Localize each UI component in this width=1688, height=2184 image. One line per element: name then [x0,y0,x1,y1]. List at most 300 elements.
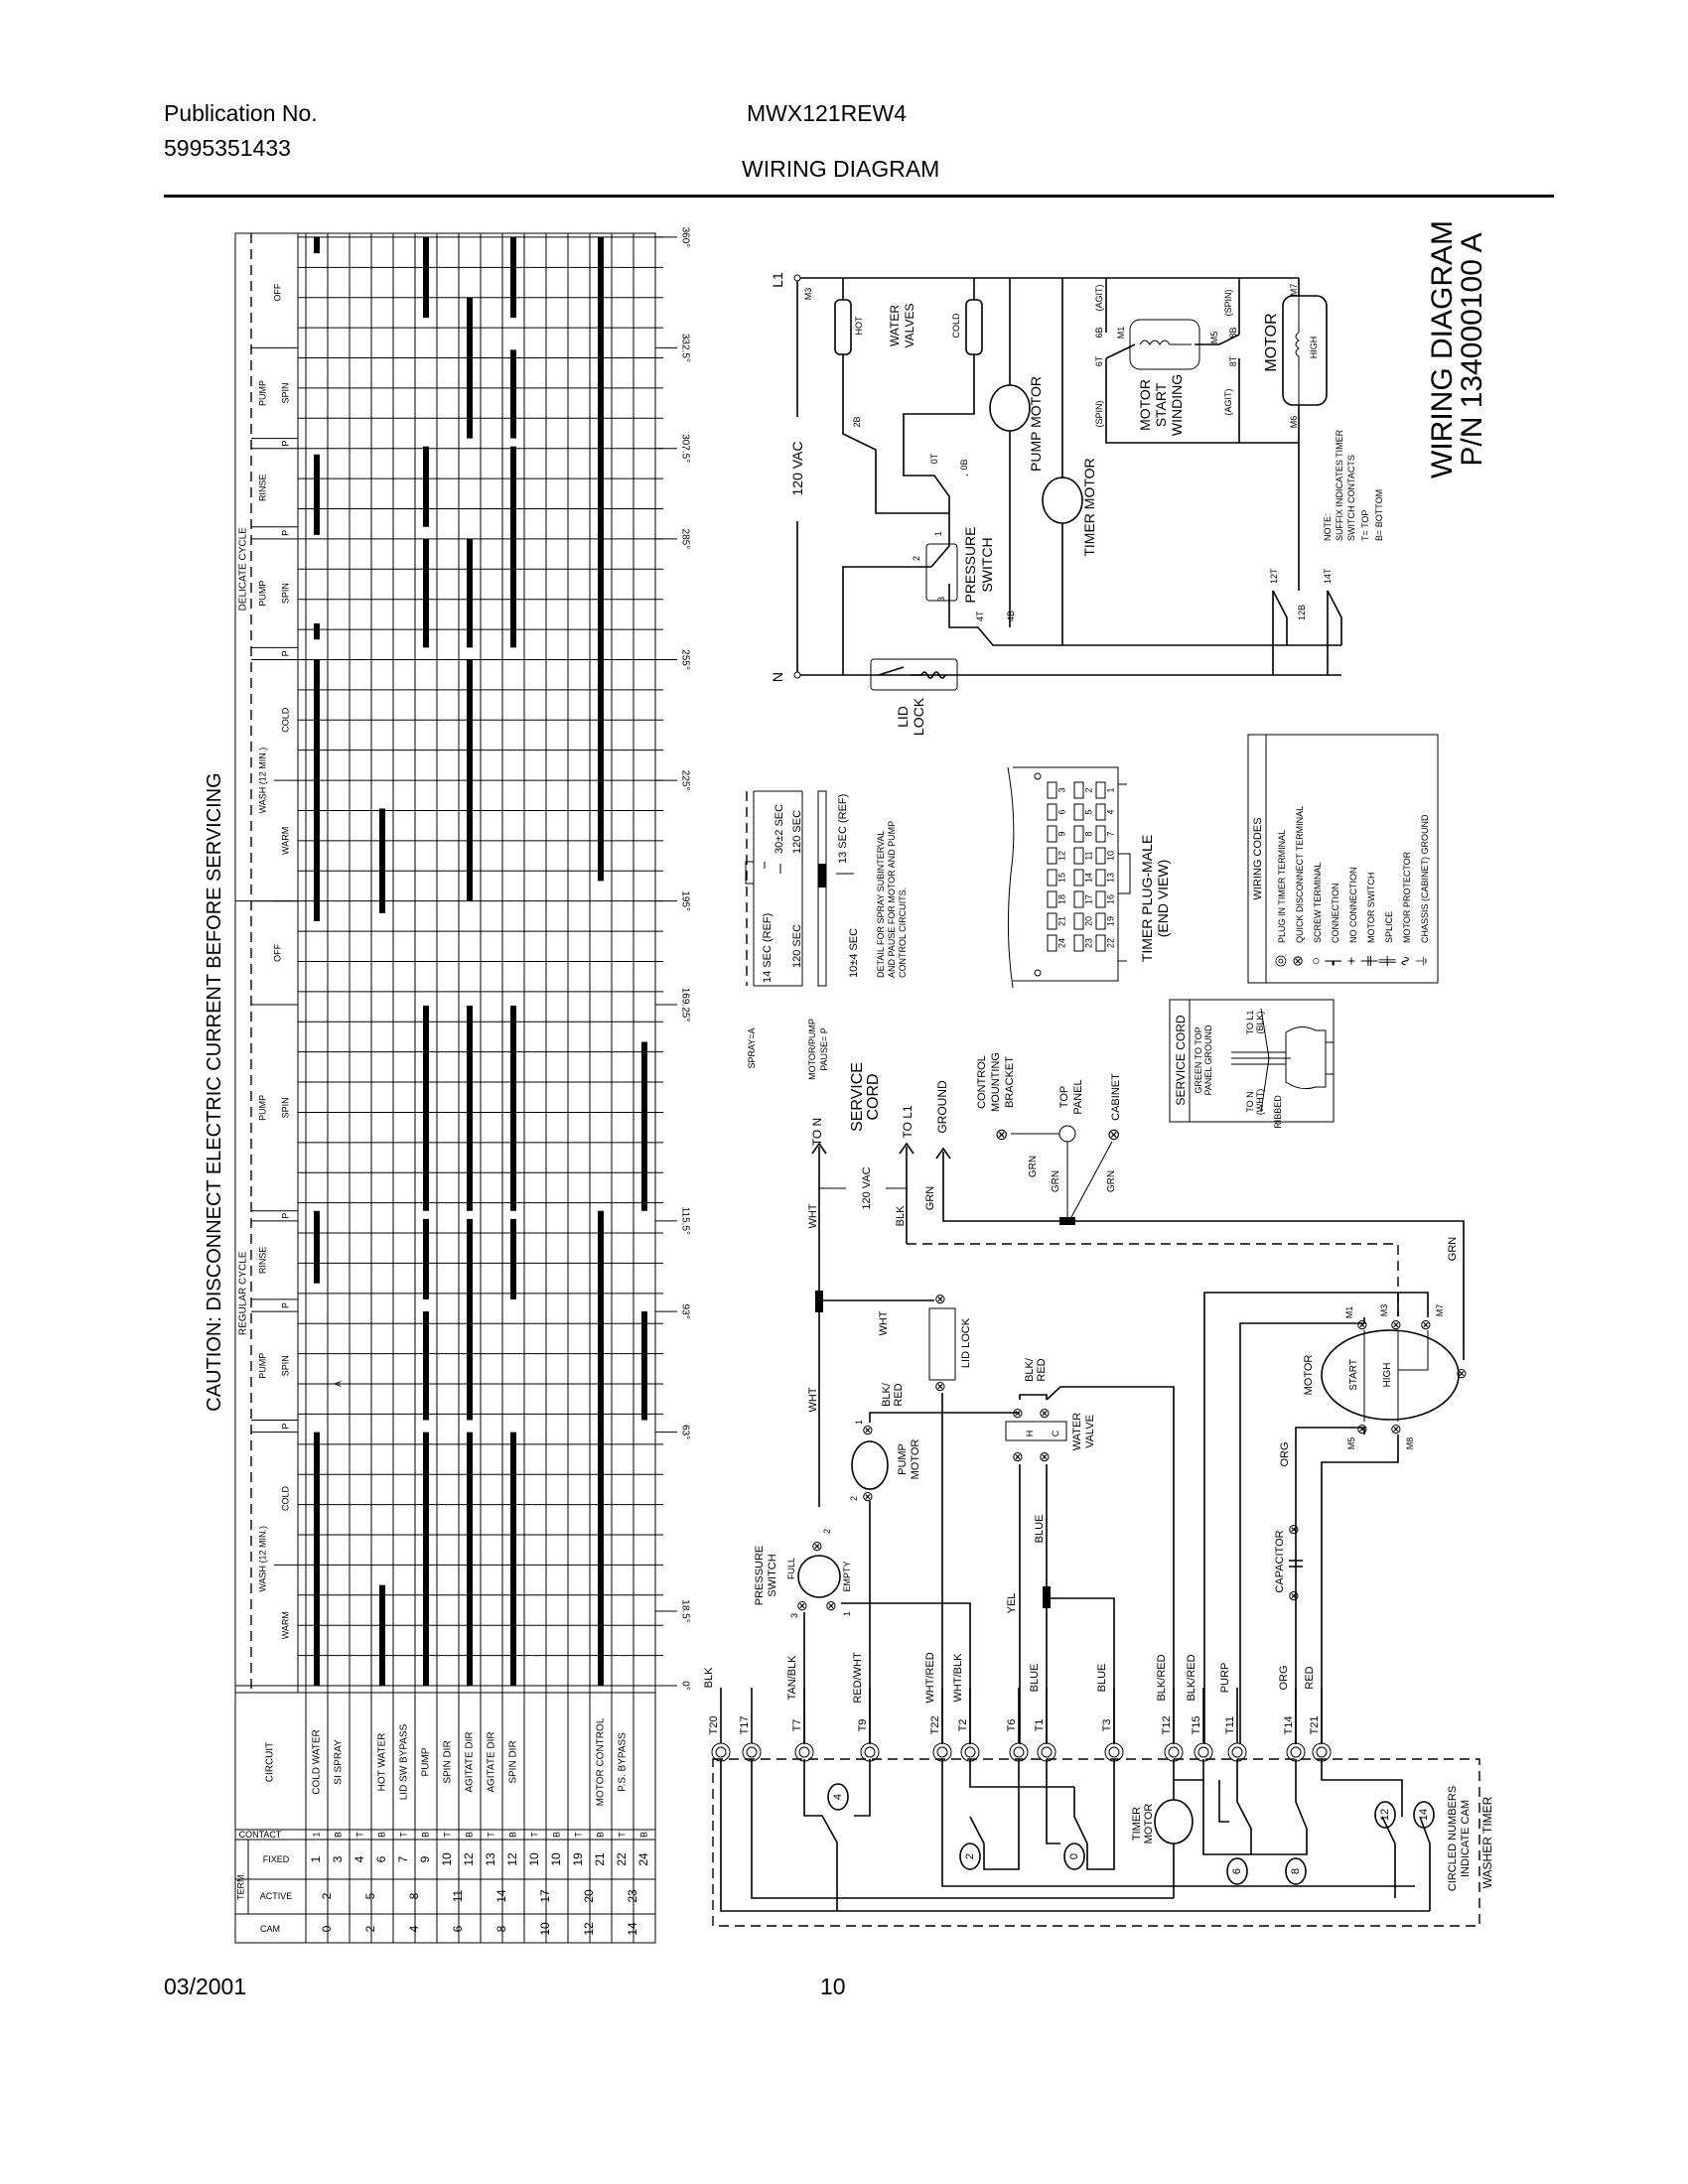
circuit-label: SPIN DIR [507,1740,519,1784]
contact-12b-label: 12B [1297,604,1307,620]
spray-30sec-label: 30±2 SEC [774,803,785,854]
top-panel-screw-icon [1059,1126,1075,1142]
wiring-code-label: MOTOR PROTECTOR [1402,851,1412,943]
ps-terminal-1: 1 [933,530,943,536]
section-label: OFF [272,943,283,962]
water-valve-label-2: VALVE [1084,1415,1096,1448]
tick-label: 93° [679,1303,691,1319]
pump-motor-label-2: MOTOR [910,1438,921,1480]
plug-pin [1048,848,1056,864]
cam-number: 12 [582,1922,597,1936]
contact-12t-label: 12T [1269,568,1279,584]
tick-label: 0° [679,1681,691,1691]
tick-label: 169.25° [679,987,691,1023]
timer-terminal-icon [1109,1747,1119,1757]
agit-label-1: (AGIT) [1094,284,1104,312]
wire-color-label: BLK/RED [1185,1654,1197,1702]
cycle-label: DELICATE CYCLE [237,527,249,612]
tick-label: 285° [679,528,691,550]
circuit-on-bar [510,1006,516,1211]
subsection-label: P [280,1212,291,1219]
contact-label: T [354,1832,365,1838]
plug-pin [1096,913,1105,929]
spin-label-1: (SPIN) [1223,289,1233,317]
motor-wires [1204,1293,1428,1744]
timer-terminal-icon [861,1743,879,1761]
tick-label: 225° [679,769,691,791]
plug-pin-number: 9 [1056,831,1067,837]
cam-header: CAM [260,1924,280,1934]
plug-pin [1096,804,1105,820]
fixed-terminal: 10 [527,1852,542,1866]
wiring-code-label: NO CONNECTION [1348,867,1358,943]
fixed-terminal: 10 [549,1852,564,1866]
plug-pin-number: 2 [1083,787,1094,793]
subsection-label: WARM [280,826,291,855]
circuit-label: AGITATE DIR [486,1731,497,1793]
plug-pin-number: 17 [1083,893,1094,905]
diagram-title: WIRING DIAGRAM [1426,220,1459,478]
circuit-label: SPIN DIR [442,1740,454,1784]
agit-label-2: (AGIT) [1223,388,1233,416]
circuit-on-bar [641,1042,647,1211]
circuit-on-bar [423,539,429,647]
plug-pin [1096,826,1105,842]
circuit-on-bar [467,659,473,900]
timer-terminal-label: T2 [956,1718,969,1732]
contact-8b-label: 8B [1228,327,1238,339]
note-heading: NOTE: [1323,513,1333,541]
timer-terminal-icon [1232,1747,1242,1757]
fixed-terminal: 10 [440,1852,455,1866]
note-line: B= BOTTOM [1374,488,1384,541]
publication-label: Publication No. [164,100,318,126]
cord-to-l1-color: (BLK) [1255,1011,1265,1034]
washer-timer [703,1652,1494,1926]
cycle-label: REGULAR CYCLE [237,1251,249,1336]
contact-label: T [529,1832,540,1838]
wiring-codes-legend [1248,735,1438,983]
circuit-on-bar [510,1219,516,1299]
pressure-switch-box [926,544,957,601]
m3-label: M3 [803,287,813,301]
circuit-on-bar [423,237,429,318]
plug-pin-number: 21 [1056,915,1067,927]
connection-icon: ┥ [1325,956,1341,966]
start-winding-label-3: WINDING [1169,373,1185,437]
high-label: HIGH [1309,336,1319,359]
cam-number: 0 [320,1925,335,1933]
cabinet-ground-terminal-icon: ⊗ [1107,1127,1121,1144]
circuit-on-bar [423,1219,429,1299]
contact-2b-label: 2B [852,416,862,428]
contact-label: B [333,1831,344,1839]
circuit-label: MOTOR CONTROL [595,1717,607,1807]
circuit-label: PUMP [420,1747,432,1777]
note-line: SWITCH CONTACTS [1346,455,1356,541]
wire-color-label: BLUE [1028,1663,1041,1693]
pump-terminal-2: 2 [849,1495,859,1501]
timer-terminal-icon [747,1747,757,1757]
contact-label: T [398,1832,409,1838]
green-note: GREEN TO TOP [1194,1026,1203,1094]
wiring-code-label: PLUG IN TIMER TERMINAL [1277,829,1287,943]
pump-terminal-icon: ⊗ [862,1488,874,1504]
contact-label: B [420,1831,431,1839]
caution-text: CAUTION: DISCONNECT ELECTRIC CURRENT BEFORE SERVICING [204,772,225,1412]
model-number: MWX121REW4 [747,100,908,126]
subsection-label: P [280,440,291,447]
wire-color-label: RED [1303,1666,1316,1690]
contact-8t-label: 8T [1228,355,1238,367]
m7-label: M7 [1435,1303,1445,1317]
m7-label: M7 [1289,283,1299,297]
pressure-switch-wiring [843,546,1341,675]
plug-pin-number: 10 [1105,850,1116,862]
valve-terminal-icon: ⊗ [1039,1405,1051,1421]
wiring-code-label: CONNECTION [1331,883,1340,943]
pump-motor-symbol [852,1441,888,1489]
capacitor-label: CAPACITOR [1274,1530,1286,1593]
plug-pin-number: 1 [1105,787,1116,793]
motor-label: MOTOR [1263,313,1280,372]
timer-terminal-label: T21 [1308,1715,1321,1735]
circuit-on-bar [314,237,320,253]
contact-0b-label: 0B [959,459,969,471]
plug-pin-number: 24 [1056,937,1067,949]
wiring-code-label: QUICK DISCONNECT TERMINAL [1295,805,1305,943]
circuit-on-bar [314,659,320,920]
blk-red-label: BLK/ [881,1383,893,1407]
contact-14t-label: 14T [1323,568,1333,584]
circuit-on-bar [510,1433,516,1686]
wht-splice [815,1291,823,1312]
ps-2-label: 2 [822,1528,832,1534]
timer-terminal-icon [1042,1747,1052,1757]
circuit-on-bar [314,623,320,639]
grounding-diagram [807,1052,1464,1507]
page-title: WIRING DIAGRAM [742,156,940,182]
start-label: START [1348,1359,1359,1391]
wire-color-label: WHT/RED [923,1652,936,1704]
service-cord-label-2: CORD [865,1073,882,1121]
subsection-label: COLD [280,1486,291,1512]
start-winding-label-2: START [1153,382,1169,428]
blk-red-label-2: RED [1036,1358,1048,1382]
full-label: FULL [786,1557,796,1580]
subsection-label: P [280,529,291,536]
active-terminal: 8 [407,1892,422,1900]
plug-pin [1074,935,1083,951]
section-label: OFF [272,283,283,302]
water-valves-label-2: VALVES [903,303,916,348]
note-line: SUFFIX INDICATES TIMER [1335,429,1344,541]
subsection-label: P [280,650,291,657]
circuit-label: LID SW BYPASS [398,1723,410,1801]
circuit-on-bar [510,349,516,438]
no-connection-icon: + [1342,956,1359,966]
section-label: PUMP [257,1094,268,1121]
timer-terminal-icon [1014,1747,1024,1757]
circuit-on-bar [423,447,429,527]
publication-number: 5995351433 [164,135,291,161]
timer-plug-subtitle: (END VIEW) [1155,859,1171,938]
fixed-terminal: 12 [462,1852,477,1866]
cord-vac-label: 120 VAC [861,1166,873,1210]
wht-label: WHT [807,1387,819,1413]
plug-pin [1074,804,1083,820]
wire-color-label: TAN/BLK [785,1655,798,1701]
motor-m8-terminal-icon: ⊗ [1390,1421,1402,1436]
motor-m3-terminal-icon: ⊗ [1390,1316,1402,1332]
lid-lock-component [929,1308,955,1380]
timer-motor-symbol [1155,1800,1193,1843]
subsection-label: SPIN [280,1097,291,1119]
lid-lock-label: LID [895,706,911,728]
wire-color-label: WHT/BLK [951,1653,964,1703]
timer-terminal-label: T6 [1005,1718,1018,1732]
m1-label: M1 [1116,326,1126,340]
timer-plug-title: TIMER PLUG-MALE [1139,834,1155,963]
ground-label: GROUND [935,1080,949,1134]
circuit-on-bar [467,539,473,647]
wiring-code-label: MOTOR SWITCH [1366,872,1376,943]
splice-icon: ╫ [1378,956,1395,966]
timer-terminal-icon [937,1747,947,1757]
lid-lock-terminal-icon: ⊗ [934,1378,946,1394]
tick-label: 255° [679,649,691,670]
motor-m7-terminal-icon: ⊗ [1420,1316,1432,1332]
timer-terminal-icon [1198,1747,1208,1757]
plug-pin [1074,870,1083,886]
valve-terminal-icon: ⊗ [1012,1448,1024,1464]
bracket-label: CONTROL [976,1055,988,1109]
ribbed-label: RIBBED [1273,1095,1283,1129]
circuit-on-bar [467,1219,473,1421]
circuit-label: SI SPRAY [333,1739,345,1785]
org-label: ORG [1279,1441,1291,1467]
motor-switch-icon: ╪ [1360,956,1377,966]
wire-color-label: BLUE [1095,1663,1108,1693]
timer-terminal-icon [1287,1743,1305,1761]
plug-pin-number: 22 [1105,937,1116,949]
wire-color-label: BLK [702,1667,715,1689]
plug-pin [1074,913,1083,929]
circuit-on-bar [510,447,516,539]
wiring-codes-title: WIRING CODES [1252,817,1264,900]
l1-label: L1 [770,272,785,288]
pump-motor-label: PUMP [897,1443,909,1475]
wiring-code-label: CHASSIS (CABINET) GROUND [1420,814,1430,943]
active-header: ACTIVE [259,1891,293,1901]
m3-label: M3 [1379,1303,1389,1317]
timer-terminal-label: T9 [856,1718,869,1732]
m5-label: M5 [1209,331,1219,344]
cam-number-label: 8 [1289,1867,1302,1875]
timer-terminal-label: T22 [928,1715,941,1735]
ps-terminal-2: 2 [912,555,921,561]
water-valve-label: WATER [1071,1412,1083,1451]
timer-terminal-label: T1 [1033,1718,1046,1732]
fixed-terminal: 12 [505,1852,520,1866]
blk-red-label-2: RED [893,1383,905,1407]
motor-m5-terminal-icon: ⊗ [1356,1421,1368,1436]
fixed-terminal: 19 [571,1852,586,1866]
top-panel-label: TOP [1058,1085,1070,1109]
pump-motor-wires [870,1413,1020,1744]
timer-terminal-icon [1291,1747,1301,1757]
wire-color-label: PURP [1218,1662,1231,1694]
section-label: PUMP [257,379,268,406]
plug-pin-number: 11 [1083,851,1094,861]
plug-pin-number: 6 [1056,809,1067,815]
tick-label: 360° [679,226,691,248]
yel-label: YEL [1006,1592,1018,1614]
subsection-label: P [280,1423,291,1430]
cam-number: 6 [451,1925,466,1933]
diagram-part-number: P/N 134000100 A [1456,232,1488,467]
circuit-on-bar [423,1433,429,1686]
spray-detail [746,791,908,1080]
tick-label: 332.5° [679,333,691,362]
ps-terminal-icon: ⊗ [825,1597,837,1613]
plug-pin-number: 4 [1105,809,1116,815]
plug-pin [1048,913,1056,929]
contact-label: T [486,1832,496,1838]
service-cord-box-title: SERVICE CORD [1174,1015,1188,1106]
section-label: PUMP [257,580,268,607]
contact-0t-label: 0T [929,453,939,465]
circuit-on-bar [641,1311,647,1420]
cam-number-label: 0 [1067,1852,1080,1860]
plug-pin-number: 7 [1105,831,1116,837]
contact-label: B [464,1831,475,1839]
hot-label: HOT [854,316,864,336]
wht-label: WHT [878,1310,890,1336]
plug-pin-number: 13 [1105,872,1116,884]
timer-terminal-icon [965,1747,975,1757]
timer-terminal-label: T3 [1100,1718,1113,1732]
blk-supply-wire [907,1244,1398,1316]
wire-color-label: ORG [1277,1665,1290,1691]
contact-label: B [595,1831,606,1839]
ps-3-label: 3 [789,1612,799,1618]
contact-label: T [573,1832,584,1838]
start-winding-label: MOTOR [1137,379,1153,431]
empty-label: EMPTY [842,1561,852,1592]
capacitor-terminal-icon: ⊗ [1288,1587,1300,1603]
pressure-switch-wires [804,1603,970,1744]
plug-pin-number: 15 [1056,872,1067,884]
active-terminal: 20 [582,1889,597,1903]
circled-numbers-note: CIRCLED NUMBERS [1447,1785,1459,1892]
quick-disconnect-icon: ⊗ [1289,955,1306,967]
circuit-on-bar [379,808,385,912]
plug-pin-number: 20 [1083,915,1094,927]
plug-pin [1096,935,1105,951]
tick-label: 18.5° [679,1599,691,1623]
subsection-label: P [280,1301,291,1308]
plug-pin [1096,848,1105,864]
screw-terminal-icon: ○ [1307,956,1324,966]
pressure-switch-label-2: SWITCH [979,537,995,593]
wire-color-label: BLK/RED [1155,1654,1168,1702]
plug-pin-number: 16 [1105,893,1116,905]
schematic-diagram [770,220,1488,736]
plug-pin-number: 18 [1056,893,1067,905]
circuit-on-bar [467,298,473,439]
timer-terminal-icon [716,1747,726,1757]
circuit-label: AGITATE DIR [464,1731,476,1793]
spin-label-2: (SPIN) [1094,400,1104,428]
green-note-2: PANEL GROUND [1203,1024,1213,1096]
fixed-terminal: 24 [636,1852,651,1866]
wiring-code-label: SCREW TERMINAL [1313,862,1323,943]
subsection-label: SPIN [280,583,291,605]
plug-pin-number: 3 [1056,787,1067,793]
blk-red-label: BLK/ [1024,1358,1036,1382]
timer-terminal-icon [1317,1747,1327,1757]
cord-to-n: TO N [1245,1091,1255,1113]
plug-pin [1048,826,1056,842]
circuit-on-bar [598,1211,604,1686]
to-n-label: TO N [810,1117,824,1147]
timer-terminal-label: T15 [1190,1715,1202,1735]
section-label: WASH (12 MIN.) [257,1525,268,1592]
fixed-header: FIXED [262,1854,290,1864]
ps-terminal-3: 3 [936,596,946,602]
circuit-on-bar [510,237,516,318]
fixed-terminal: 9 [418,1855,433,1863]
pressure-switch-symbol [798,1556,840,1597]
timer-terminal-label: T11 [1223,1715,1236,1735]
active-terminal: 11 [451,1889,466,1903]
water-valves-label: WATER [888,305,902,346]
plug-pin [1048,782,1056,798]
pump-motor-label: PUMP MOTOR [1028,376,1044,472]
motor-m1-terminal-icon: ⊗ [1356,1316,1368,1332]
grn-label: GRN [1447,1236,1459,1262]
cold-label: COLD [951,313,961,339]
grn-wire-label: GRN [924,1185,936,1211]
plug-pin [1074,848,1083,864]
plug-pin [1074,782,1083,798]
m1-label: M1 [1344,1305,1354,1319]
circuit-label: HOT WATER [376,1732,388,1792]
contact-header: CONTACT [238,1830,282,1840]
timer-motor-label-2: MOTOR [1143,1803,1155,1844]
active-terminal: 17 [538,1889,553,1903]
lid-lock-terminal-icon: ⊗ [934,1291,946,1306]
pause-legend-2: PAUSE= P [819,1027,829,1071]
timer-terminal-icon [799,1747,809,1757]
fixed-terminal: 13 [484,1852,498,1866]
blue-label: BLUE [1034,1514,1046,1544]
fixed-terminal: 7 [396,1855,411,1863]
cam-number: 4 [407,1925,422,1933]
section-label: WASH (12 MIN.) [257,747,268,814]
high-label: HIGH [1382,1362,1393,1388]
circuit-on-bar [379,1585,385,1686]
contact-label: B [376,1831,387,1839]
plug-pin-number: 5 [1083,809,1094,815]
spray-120sec-label-2: 120 SEC [791,809,803,854]
subsection-label: SPIN [280,1355,291,1377]
tick-label: 63° [679,1425,691,1440]
cord-to-l1: TO L1 [1245,1010,1255,1035]
subsection-label: COLD [280,707,291,733]
pressure-switch-label: PRESSURE [962,526,978,604]
